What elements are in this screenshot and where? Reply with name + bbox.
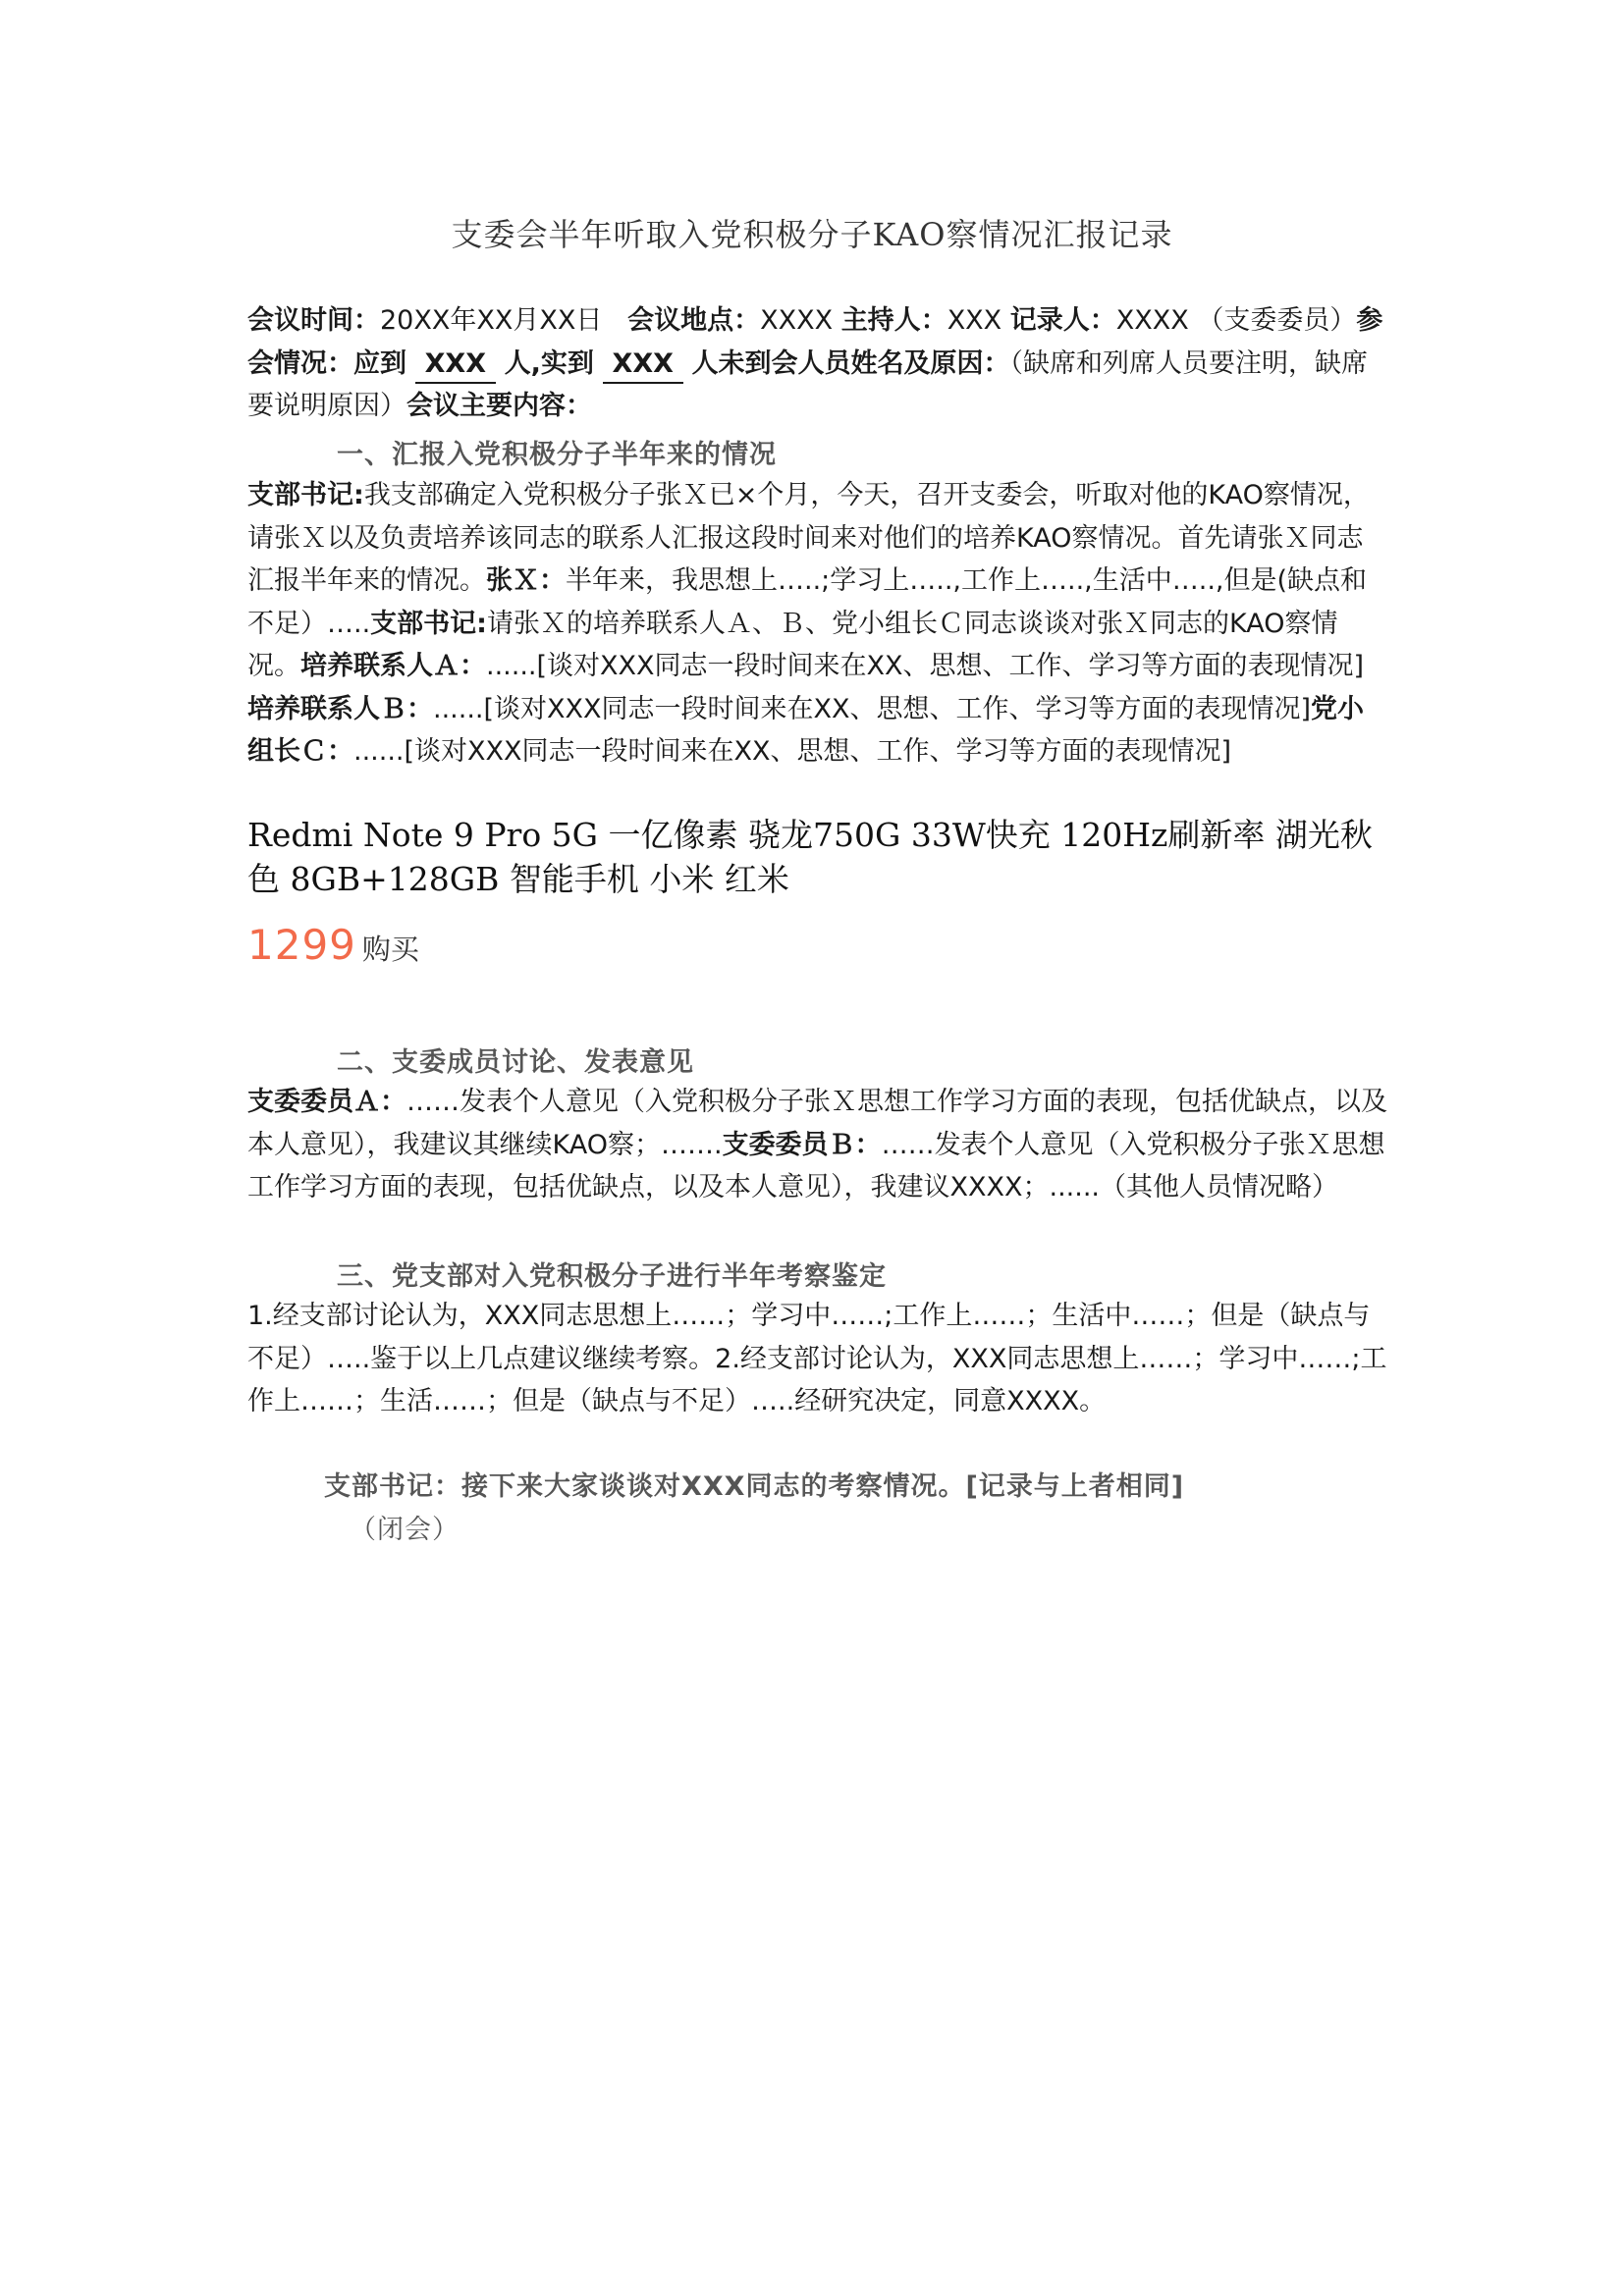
recorder-label: 记录人 — [1009, 305, 1090, 336]
time-value: 20XX年XX月XX日 — [380, 305, 603, 336]
actual-label: 人,实到 — [504, 347, 594, 379]
secretary-label: 支部书记: — [247, 480, 364, 510]
member-b-text: ……发表个人意见（入党积极分子张Ｘ思想工作学习方面的表现，包括优缺点，以及本人意见），我建议XXXX；......（其他人员情况略） — [247, 1129, 1385, 1202]
product-price-row — [247, 921, 419, 976]
leader-c-text: ......[谈对XXX同志一段时间来在XX、思想、工作、学习等方面的表现情况] — [353, 736, 1232, 767]
closing-secretary-line: 支部书记：接下来大家谈谈对XXX同志的考察情况。[记录与上者相同] — [324, 1471, 1185, 1502]
section2-body — [247, 1081, 1388, 1209]
member-b-label: 支委委员Ｂ： — [722, 1129, 882, 1160]
absent-label: 人未到会人员姓名及原因： — [691, 347, 1010, 379]
leader-c-label: 党小组长Ｃ： — [247, 693, 1365, 767]
host-label: 主持人 — [840, 305, 921, 336]
content-label: 会议主要内容： — [406, 391, 592, 421]
secretary2-text: 请张Ｘ的培养联系人Ａ、Ｂ、党小组长Ｃ同志谈谈对张Ｘ同志的KAO察情况。 — [247, 608, 1338, 681]
member-a-text: ……发表个人意见（入党积极分子张Ｘ思想工作学习方面的表现，包括优缺点，以及本人意见），我建议其继续KAO察；……. — [247, 1087, 1387, 1160]
section1-body — [247, 474, 1388, 774]
section3-body: 1.经支部讨论认为，XXX同志思想上……；学习中……;工作上……；生活中……；但是（缺点与不足）…..鉴于以上几点建议继续考察。2.经支部讨论认为，XXX同志思想上……；学习中……;工作上……；生活……；但是（缺点与不足）…..经研究决定，同意XXXX。 — [247, 1301, 1387, 1416]
contact-a-label: 培养联系人Ａ： — [300, 651, 486, 681]
time-label: 会议时间 — [247, 305, 353, 336]
buy-button[interactable]: 购买 — [361, 933, 419, 966]
contact-b-text: ......[谈对XXX同志一段时间来在XX、思想、工作、学习等方面的表现情况] — [433, 693, 1312, 724]
section2-heading: 二、支委成员讨论、发表意见 — [337, 1047, 694, 1078]
member-a-label: 支委委员Ａ： — [247, 1087, 406, 1117]
place-label: 会议地点 — [627, 305, 734, 336]
contact-b-label: 培养联系人Ｂ： — [247, 693, 433, 724]
meeting-info: 会议时间：20XX年XX月XX日 会议地点：XXXX 主持人：XXX 记录人：XXXX （支委委员）参会情况：应到 XXX 人,实到 XXX 人未到会人员姓名及原因：（缺席和列席人员要注明，缺席要说明原因）会议主要内容： — [247, 305, 1383, 421]
section1-heading: 一、汇报入党积极分子半年来的情况 — [337, 440, 777, 470]
attendance-label: 参会情况：应到 — [247, 305, 1383, 379]
expected-count: XXX — [415, 347, 496, 384]
product-name[interactable]: Redmi Note 9 Pro 5G 一亿像素 骁龙750G 33W快充 120Hz刷新率 湖光秋色 8GB+128GB 智能手机 小米 红米 — [247, 816, 1373, 898]
zhang-label: 张Ｘ： — [486, 565, 566, 596]
place-value: XXXX — [760, 305, 834, 336]
secretary2-label: 支部书记: — [370, 608, 487, 639]
close-note: （闭会） — [350, 1515, 460, 1545]
secretary-text: 我支部确定入党积极分子张Ｘ已×个月，今天，召开支委会，听取对他的KAO察情况，请张Ｘ以及负责培养该同志的联系人汇报这段时间来对他们的培养KAO察情况。首先请张Ｘ同志汇报半年来的情况。 — [247, 480, 1370, 596]
contact-a-text: ......[谈对XXX同志一段时间来在XX、思想、工作、学习等方面的表现情况] — [486, 651, 1365, 681]
product-price: 1299 — [247, 921, 356, 969]
host-value: XXX — [947, 305, 1002, 336]
recorder-value: XXXX （支委委员） — [1115, 305, 1357, 336]
section3-heading: 三、党支部对入党积极分子进行半年考察鉴定 — [337, 1261, 887, 1292]
absent-note: （缺席和列席人员要注明，缺席要说明原因） — [247, 347, 1369, 421]
actual-count: XXX — [603, 347, 683, 384]
document-title: 支委会半年听取入党积极分子KAO察情况汇报记录 — [451, 216, 1173, 253]
zhang-text: 半年来，我思想上…..;学习上…..,工作上…..,生活中…..,但是(缺点和不足）….. — [247, 565, 1368, 639]
